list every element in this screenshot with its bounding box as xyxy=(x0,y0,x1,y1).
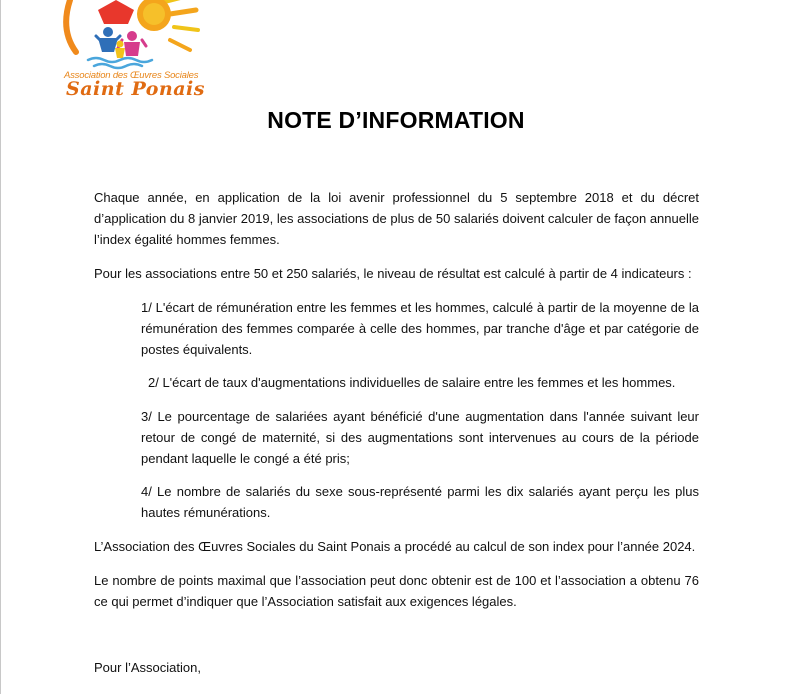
paragraph-indicators-intro: Pour les associations entre 50 et 250 salariés, le niveau de résultat est calculé à partir de 4 indicateurs : xyxy=(94,266,692,281)
logo-association-text: Association des Œuvres Sociales xyxy=(64,70,199,81)
page-left-edge xyxy=(0,0,1,694)
indicator-item: 3/ Le pourcentage de salariées ayant bénéficié d'une augmentation dans l'année suivant leur retour de congé de maternité, si des augmentations sont intervenues au cours de la période pendant laquelle le congé a été pris; xyxy=(141,409,699,466)
indicator-item: 1/ L'écart de rémunération entre les femmes et les hommes, calculé à partir de la moyenne de la rémunération des femmes comparée à celle des hommes, par tranche d'âge et par catégorie de postes équivalents. xyxy=(141,300,699,357)
paragraph-intro: Chaque année, en application de la loi avenir professionnel du 5 septembre 2018 et du décret d’application du 8 janvier 2019, les associations de plus de 50 salariés doivent calculer de façon annuelle l’index égalité hommes femmes. xyxy=(94,190,699,247)
heart-icon xyxy=(98,0,134,24)
association-logo xyxy=(58,0,210,106)
document-title: NOTE D’INFORMATION xyxy=(267,107,525,133)
indicator-item: 4/ Le nombre de salariés du sexe sous-représenté parmi les dix salariés ayant perçu les plus hautes rémunérations. xyxy=(141,484,699,520)
waves-icon xyxy=(88,58,152,68)
logo-graphic-icon xyxy=(58,0,210,72)
indicator-item: 2/ L'écart de taux d'augmentations individuelles de salaire entre les femmes et les hommes. xyxy=(148,375,676,390)
paragraph-result: Le nombre de points maximal que l’association peut donc obtenir est de 100 et l’association a obtenu 76 ce qui permet d’indiquer que l’Association satisfait aux exigences légales. xyxy=(94,573,699,609)
closing-signature: Pour l’Association, xyxy=(94,660,201,675)
logo-saint-ponais-text: Saint Ponais xyxy=(66,78,205,100)
arc-icon xyxy=(66,0,76,52)
paragraph-index-calculation: L’Association des Œuvres Sociales du Saint Ponais a procédé au calcul de son index pour l’année 2024. xyxy=(94,539,696,554)
